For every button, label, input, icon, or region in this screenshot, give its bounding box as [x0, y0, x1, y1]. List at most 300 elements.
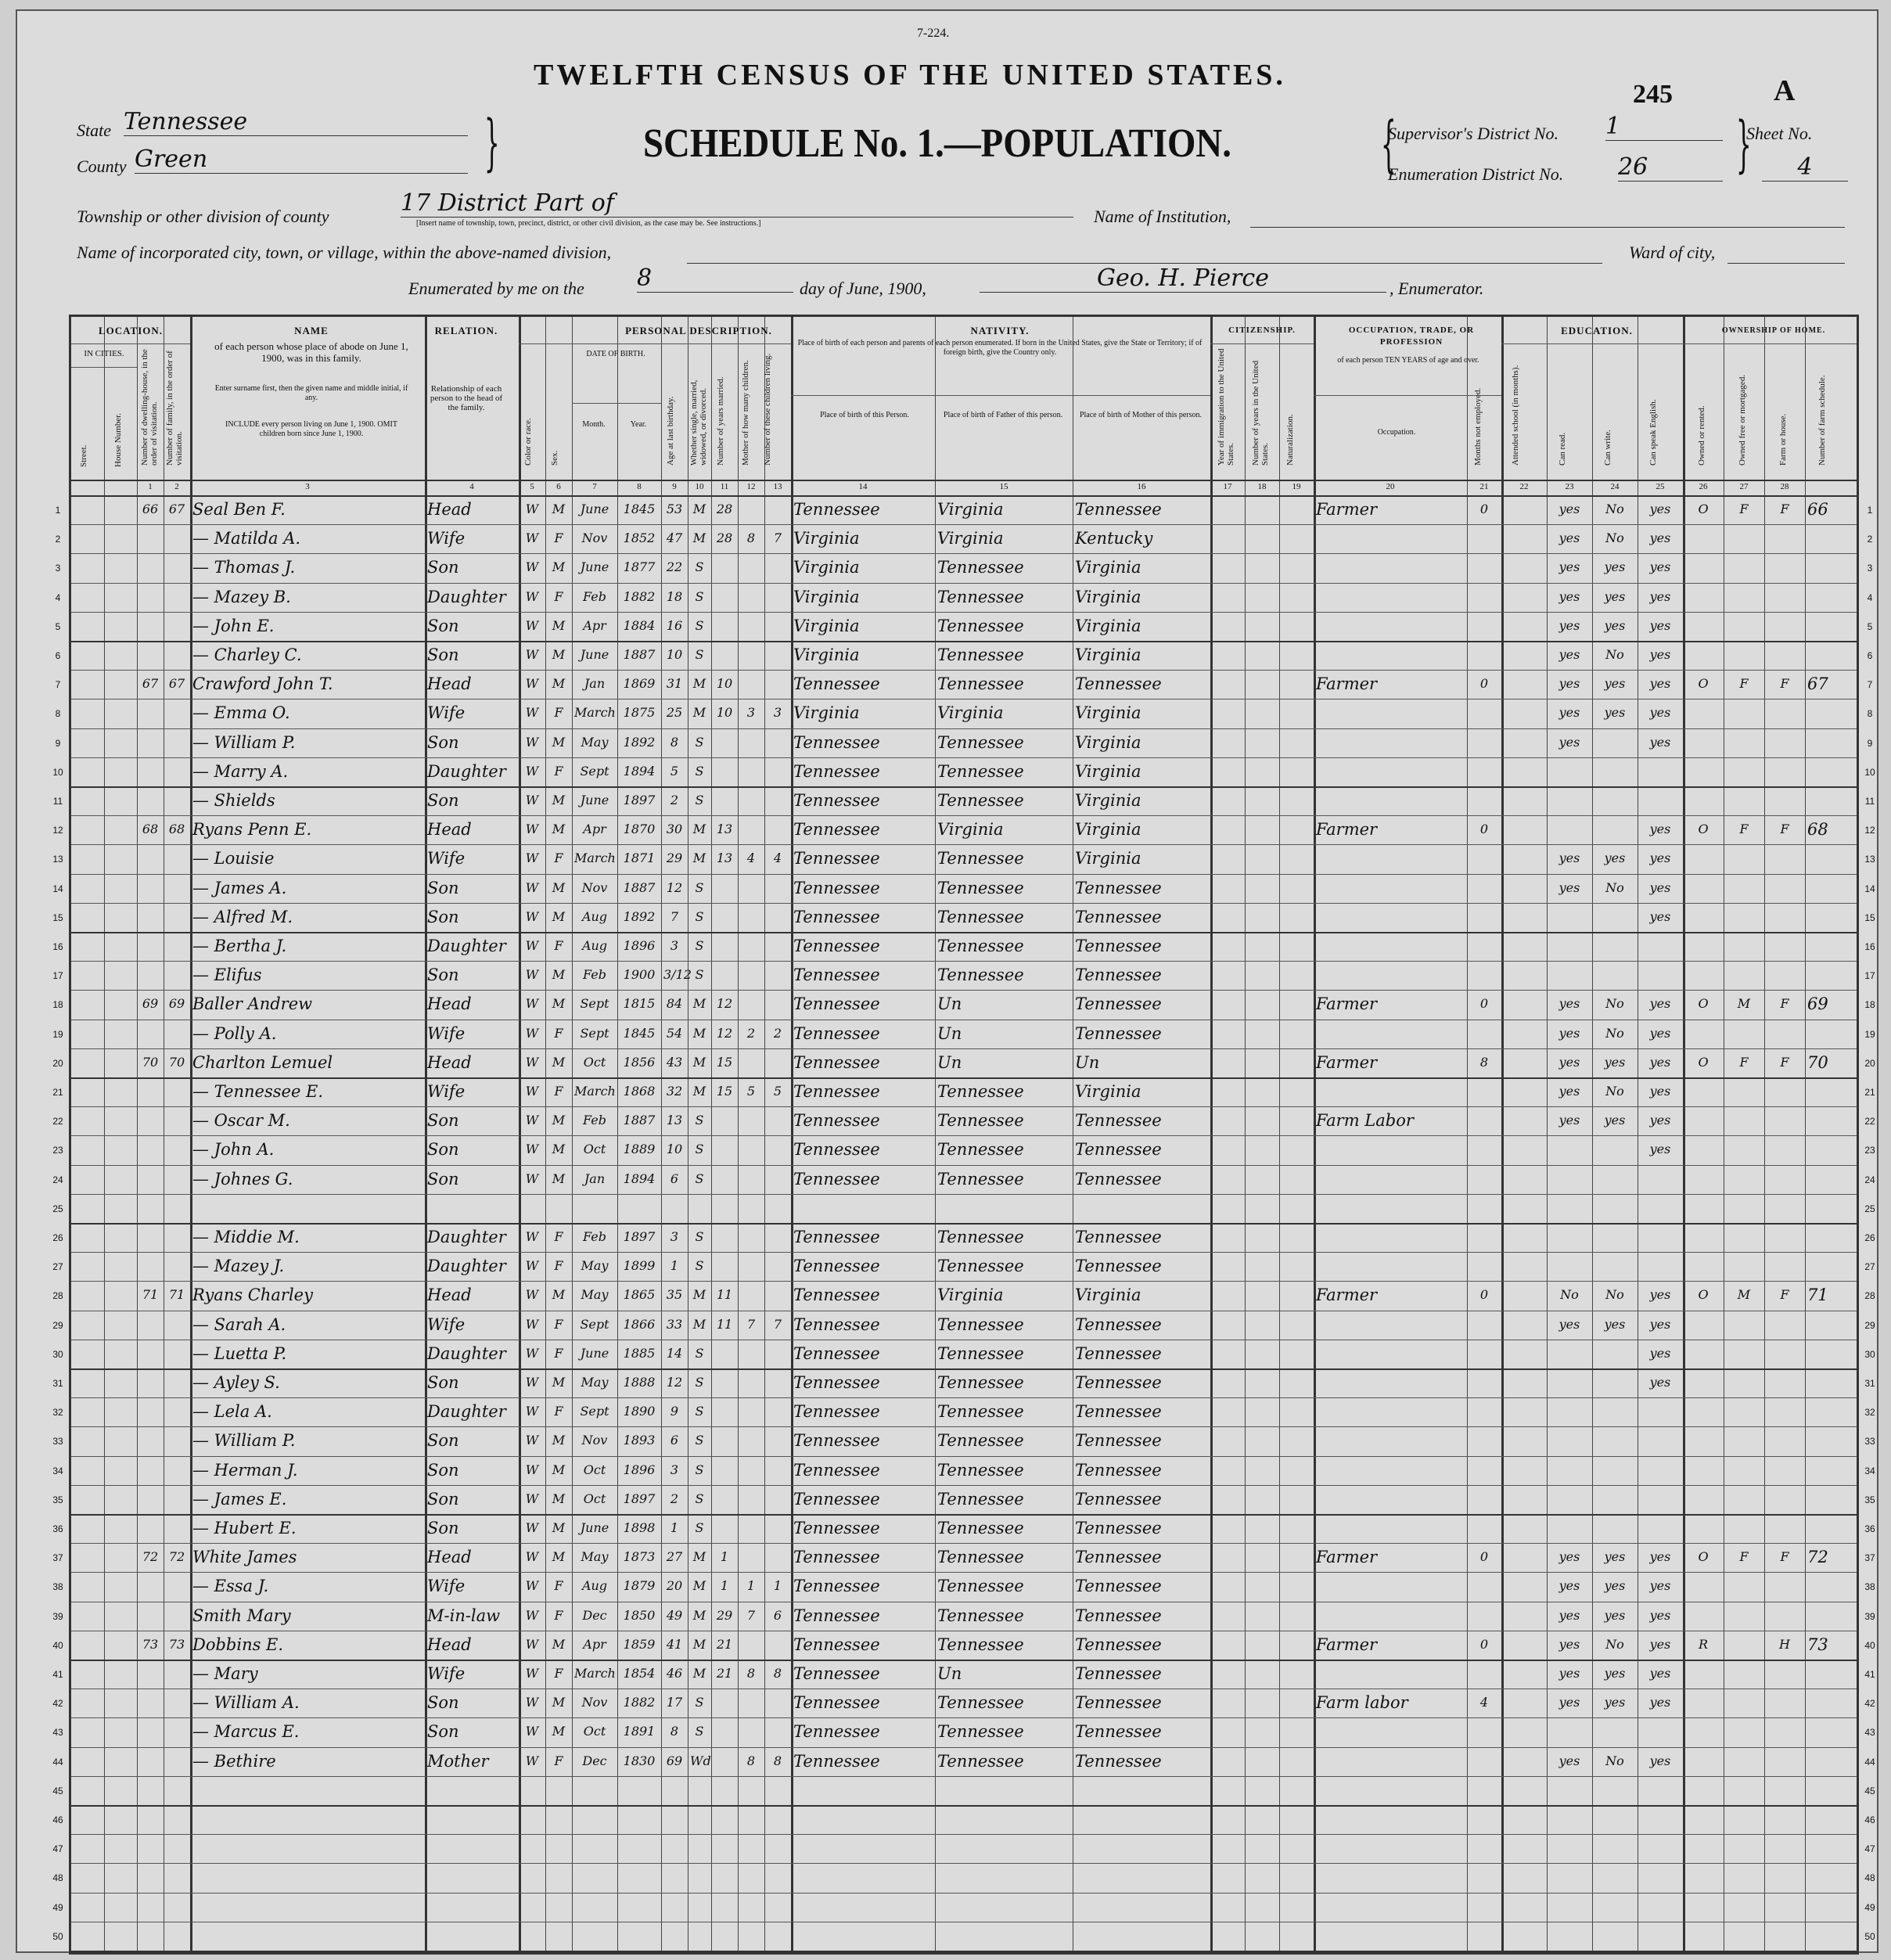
cell-sex: F	[554, 1229, 563, 1244]
cell-mother: Tennessee	[1075, 1722, 1162, 1742]
state-value: Tennessee	[124, 108, 468, 136]
cell-ch: 7	[773, 530, 782, 546]
cell-eng: yes	[1649, 1142, 1671, 1157]
cell-write: No	[1605, 1287, 1624, 1303]
cell-month: May	[581, 1549, 609, 1565]
cell-year: 1896	[623, 1462, 656, 1477]
subheader-divider	[572, 403, 661, 404]
cell-year: 1897	[623, 1229, 656, 1244]
column-divider	[935, 317, 936, 1952]
cell-mo: 7	[746, 1316, 756, 1332]
cell-read: yes	[1558, 647, 1580, 662]
cell-name: — Emma O.	[192, 703, 290, 723]
cell-sched: 69	[1807, 994, 1828, 1014]
cell-month: Feb	[583, 1113, 606, 1128]
column-number: 14	[858, 482, 868, 491]
cell-mother: Tennessee	[1075, 1460, 1162, 1480]
cell-mar: S	[695, 1375, 704, 1390]
enumeration-label: Enumeration District No.	[1388, 164, 1564, 184]
cell-rel: Son	[427, 907, 459, 926]
page-letter: A	[1774, 74, 1796, 107]
owned-rented-head: Owned or rented.	[1697, 405, 1706, 466]
cell-write: yes	[1604, 851, 1626, 866]
cell-rel: Son	[427, 1111, 459, 1131]
cell-eng: yes	[1649, 908, 1671, 924]
cell-occ: Farmer	[1316, 500, 1378, 519]
cell-mar: S	[695, 734, 704, 750]
city-value	[687, 247, 1602, 264]
cell-ch: 8	[773, 1753, 782, 1768]
cell-mar: S	[695, 793, 704, 807]
cell-month: June	[580, 502, 609, 516]
cell-free: M	[1737, 996, 1751, 1012]
cell-birth: Tennessee	[793, 1664, 880, 1683]
cell-month: Dec	[582, 1753, 607, 1768]
cell-name: — Bertha J.	[192, 937, 287, 955]
column-number: 18	[1257, 482, 1267, 491]
cell-free: F	[1739, 1549, 1749, 1565]
cell-age: 12	[666, 879, 683, 895]
cell-occ: Farm Labor	[1316, 1111, 1414, 1131]
line-number-right: 30	[1864, 1348, 1875, 1360]
cell-year: 1854	[623, 1666, 656, 1681]
cell-color: W	[525, 996, 539, 1012]
cell-write: yes	[1604, 1578, 1626, 1594]
cell-unemp: 0	[1479, 502, 1489, 516]
cell-mother: Tennessee	[1075, 966, 1162, 985]
cell-unemp: 0	[1479, 676, 1489, 692]
column-number: 16	[1137, 482, 1146, 491]
cell-sex: M	[552, 879, 566, 895]
cell-rel: Daughter	[427, 1402, 506, 1422]
cell-mar: M	[692, 705, 706, 721]
cell-sex: M	[552, 617, 566, 633]
cell-rel: Wife	[427, 1023, 466, 1043]
cell-sex: M	[552, 502, 566, 516]
cell-fm: 68	[168, 822, 185, 837]
row-divider	[71, 1863, 1857, 1864]
marital-head: Whether single, married, widowed, or divorced.	[689, 379, 708, 466]
cell-father: Tennessee	[937, 878, 1024, 897]
line-number-right: 47	[1864, 1843, 1875, 1855]
enumeration-value: 26	[1618, 153, 1723, 182]
column-number: 8	[637, 482, 642, 491]
cell-ym: 29	[716, 1607, 733, 1623]
cell-read: yes	[1558, 530, 1580, 546]
subheader-divider	[519, 343, 791, 344]
line-number-right: 4	[1867, 592, 1873, 603]
subheader-divider	[71, 367, 137, 368]
cell-birth: Tennessee	[793, 1722, 880, 1742]
cell-sex: M	[552, 1462, 566, 1477]
cell-birth: Tennessee	[793, 937, 880, 955]
cell-sched: 67	[1807, 674, 1828, 694]
line-number-right: 29	[1864, 1319, 1875, 1331]
cell-month: Nov	[581, 1433, 608, 1448]
cell-ch: 8	[773, 1666, 782, 1681]
cell-rel: Son	[427, 1140, 459, 1160]
cell-age: 9	[670, 1404, 679, 1419]
cell-age: 33	[666, 1316, 683, 1332]
cell-mar: S	[695, 559, 704, 575]
line-number: 25	[52, 1203, 63, 1214]
cell-month: Aug	[581, 1578, 608, 1594]
cell-birth: Tennessee	[793, 1519, 880, 1537]
cell-birth: Tennessee	[793, 791, 880, 810]
cell-mar: S	[695, 879, 704, 895]
cell-color: W	[525, 1084, 539, 1099]
line-number: 27	[52, 1261, 63, 1273]
cell-mother: Tennessee	[1075, 1519, 1162, 1537]
schedule-title: SCHEDULE No. 1.—POPULATION.	[643, 121, 1231, 166]
cell-month: Sept	[580, 1316, 609, 1332]
cell-age: 69	[666, 1753, 683, 1768]
cell-year: 1897	[623, 1491, 656, 1506]
line-number: 36	[52, 1523, 63, 1534]
cell-mo: 7	[746, 1607, 756, 1623]
line-number-right: 43	[1864, 1727, 1875, 1739]
cell-write: yes	[1604, 676, 1626, 692]
column-number: 11	[720, 482, 729, 491]
cell-mother: Virginia	[1075, 616, 1141, 635]
cell-birth: Tennessee	[793, 1257, 880, 1276]
column-number: 9	[672, 482, 677, 491]
row-divider	[71, 1805, 1857, 1807]
cell-unemp: 8	[1479, 1054, 1489, 1070]
cell-father: Tennessee	[937, 1140, 1024, 1160]
cell-ym: 21	[716, 1666, 733, 1681]
cell-read: yes	[1558, 1636, 1580, 1652]
line-number-right: 44	[1864, 1756, 1875, 1768]
cell-eng: yes	[1649, 851, 1671, 866]
cell-unemp: 0	[1479, 1287, 1489, 1303]
cell-month: Nov	[581, 879, 608, 895]
cell-mar: M	[692, 676, 706, 692]
cell-year: 1877	[623, 559, 656, 575]
cell-age: 10	[666, 1142, 683, 1157]
cell-mar: M	[692, 502, 706, 516]
cell-name: — Matilda A.	[192, 529, 301, 548]
cell-sex: M	[552, 1549, 566, 1565]
cell-age: 3/12	[663, 967, 692, 983]
cell-eng: yes	[1649, 1578, 1671, 1594]
cell-mother: Virginia	[1075, 820, 1141, 840]
cell-month: May	[581, 1258, 609, 1274]
column-divider	[137, 317, 138, 1952]
cell-color: W	[525, 851, 539, 866]
line-number: 3	[55, 563, 61, 574]
cell-occ: Farm labor	[1316, 1693, 1408, 1713]
cell-father: Tennessee	[937, 966, 1024, 985]
enumerated-label: Enumerated by me on the	[408, 279, 584, 298]
cell-year: 1899	[623, 1258, 656, 1274]
cell-read: yes	[1558, 1054, 1580, 1070]
cell-mar: S	[695, 908, 704, 924]
line-number: 35	[52, 1494, 63, 1505]
cell-color: W	[525, 793, 539, 807]
line-number-right: 32	[1864, 1407, 1875, 1419]
cell-father: Tennessee	[937, 1431, 1024, 1451]
line-number-right: 1	[1867, 505, 1873, 516]
cell-sex: M	[552, 1113, 566, 1128]
cell-age: 43	[666, 1054, 683, 1070]
date-of-birth-head: DATE OF BIRTH.	[586, 350, 645, 358]
line-number-right: 6	[1867, 650, 1873, 661]
cell-color: W	[525, 1607, 539, 1623]
month-head: Month.	[582, 420, 606, 429]
cell-rel: Wife	[427, 1314, 466, 1334]
column-divider	[1683, 317, 1685, 1952]
cell-sex: M	[552, 996, 566, 1012]
ownership-head: OWNERSHIP OF HOME.	[1721, 326, 1826, 335]
column-number: 21	[1479, 482, 1489, 491]
line-number: 1	[55, 505, 61, 516]
line-number: 13	[52, 854, 63, 865]
cell-mother: Tennessee	[1075, 1314, 1162, 1334]
cell-farm: F	[1780, 676, 1789, 692]
cell-read: yes	[1558, 1578, 1580, 1594]
cell-write: No	[1605, 879, 1624, 895]
column-number: 6	[556, 482, 561, 491]
cell-year: 1868	[623, 1084, 656, 1099]
cell-mar: S	[695, 617, 704, 633]
cell-mother: Tennessee	[1075, 1140, 1162, 1160]
cell-color: W	[525, 1753, 539, 1768]
line-number: 47	[52, 1843, 63, 1855]
line-number: 2	[55, 534, 61, 545]
education-head: EDUCATION.	[1561, 325, 1633, 336]
cell-sched: 70	[1807, 1052, 1828, 1072]
cell-color: W	[525, 879, 539, 895]
line-number: 21	[52, 1087, 63, 1098]
row-divider	[71, 1776, 1857, 1777]
cell-dw: 70	[142, 1054, 159, 1070]
cell-ch: 3	[773, 705, 782, 721]
column-number: 15	[999, 482, 1008, 491]
cell-color: W	[525, 822, 539, 837]
cell-eng: yes	[1649, 559, 1671, 575]
cell-read: yes	[1558, 996, 1580, 1012]
cell-mother: Virginia	[1075, 587, 1141, 606]
personal-head: PERSONAL DESCRIPTION.	[625, 325, 772, 336]
cell-rel: Wife	[427, 849, 466, 869]
enumerated-mid: day of June, 1900,	[800, 279, 926, 298]
enumerator-label: , Enumerator.	[1389, 279, 1484, 298]
cell-father: Virginia	[937, 500, 1004, 519]
county-value: Green	[135, 146, 468, 174]
cell-unemp: 4	[1479, 1695, 1489, 1710]
cell-rel: Son	[427, 1693, 459, 1713]
cell-month: Apr	[583, 617, 606, 633]
cell-birth: Tennessee	[793, 1052, 880, 1072]
cell-name: Charlton Lemuel	[192, 1052, 333, 1072]
cell-mar: M	[692, 822, 706, 837]
cell-name: — Oscar M.	[192, 1111, 290, 1131]
cell-rel: Son	[427, 1722, 459, 1742]
cell-color: W	[525, 1287, 539, 1303]
cell-year: 1897	[623, 793, 656, 807]
cell-rel: Head	[427, 1286, 472, 1305]
line-number: 31	[52, 1378, 63, 1389]
line-number: 5	[55, 620, 61, 632]
cell-sex: M	[552, 1724, 566, 1739]
cell-year: 1850	[623, 1607, 656, 1623]
line-number: 50	[52, 1930, 63, 1942]
cell-father: Tennessee	[937, 1635, 1024, 1654]
cell-color: W	[525, 1229, 539, 1244]
cell-mother: Tennessee	[1075, 878, 1162, 897]
cell-rel: Daughter	[427, 1228, 506, 1246]
line-number: 49	[52, 1901, 63, 1913]
cell-father: Tennessee	[937, 1257, 1024, 1276]
cell-read: yes	[1558, 705, 1580, 721]
line-number-right: 8	[1867, 708, 1873, 720]
cell-sex: M	[552, 559, 566, 575]
cell-color: W	[525, 967, 539, 983]
cell-birth: Tennessee	[793, 1460, 880, 1480]
cell-rel: Daughter	[427, 587, 506, 606]
cell-father: Tennessee	[937, 1314, 1024, 1334]
cell-age: 18	[666, 588, 683, 604]
relation-desc: Relationship of each person to the head of the family.	[430, 384, 503, 412]
cell-month: Oct	[583, 1462, 606, 1477]
cell-read: No	[1560, 1287, 1579, 1303]
cell-sex: M	[552, 1171, 566, 1186]
cell-sex: F	[554, 1345, 563, 1361]
cell-ym: 10	[716, 676, 733, 692]
line-number: 48	[52, 1872, 63, 1884]
cell-month: Nov	[581, 530, 608, 546]
cell-sex: M	[552, 967, 566, 983]
column-number: 10	[695, 482, 704, 491]
cell-month: Oct	[583, 1054, 606, 1070]
cell-year: 1873	[623, 1549, 656, 1565]
cell-sex: M	[552, 822, 566, 837]
cell-birth: Tennessee	[793, 1228, 880, 1246]
line-number-right: 11	[1864, 796, 1875, 807]
census-grid	[52, 315, 1875, 1955]
cell-dw: 68	[142, 822, 159, 837]
cell-occ: Farmer	[1316, 1635, 1378, 1654]
occupation-head: OCCUPATION, TRADE, OR PROFESSION	[1348, 325, 1475, 347]
cell-mother: Virginia	[1075, 849, 1141, 869]
cell-age: 6	[670, 1433, 679, 1448]
cell-mother: Tennessee	[1075, 1489, 1162, 1509]
years-in-us-head: Number of years in the United States.	[1251, 360, 1270, 466]
line-number-right: 12	[1864, 825, 1875, 836]
brace-left: }	[484, 108, 500, 178]
cell-occ: Farmer	[1316, 820, 1378, 840]
column-number: 23	[1565, 482, 1574, 491]
line-number: 45	[52, 1785, 63, 1796]
cell-name: Baller Andrew	[192, 994, 313, 1014]
cell-color: W	[525, 1695, 539, 1710]
cell-name: — Marry A.	[192, 761, 289, 781]
column-divider	[1279, 317, 1280, 1952]
cell-sex: F	[554, 530, 563, 546]
line-number-right: 22	[1864, 1116, 1875, 1127]
cell-year: 1845	[623, 1025, 656, 1041]
cell-sched: 73	[1807, 1635, 1828, 1654]
cell-name: Seal Ben F.	[192, 500, 286, 519]
cell-mar: S	[695, 647, 704, 662]
cell-eng: yes	[1649, 1287, 1671, 1303]
family-number-head: Number of family, in the order of visitation.	[165, 351, 184, 466]
cell-mar: M	[692, 1316, 706, 1332]
mother-of-head: Mother of how many children.	[741, 360, 750, 466]
cell-color: W	[525, 1025, 539, 1041]
cell-eng: yes	[1649, 1084, 1671, 1099]
cell-month: Sept	[580, 996, 609, 1012]
line-number-right: 26	[1864, 1232, 1875, 1243]
cell-mar: M	[692, 1636, 706, 1652]
header-divider	[71, 480, 1857, 481]
occupation-desc: of each person TEN YEARS of age and over.	[1337, 356, 1479, 365]
cell-year: 1896	[623, 938, 656, 953]
cell-father: Tennessee	[937, 1402, 1024, 1422]
line-number: 11	[52, 796, 63, 807]
cell-birth: Virginia	[793, 529, 860, 548]
cell-name: — Mazey J.	[192, 1257, 285, 1276]
cell-unemp: 0	[1479, 1549, 1489, 1565]
cell-month: June	[580, 793, 609, 807]
cell-month: June	[580, 1520, 609, 1535]
cell-name: — Alfred M.	[192, 907, 293, 926]
cell-birth: Tennessee	[793, 1082, 880, 1101]
cell-read: yes	[1558, 1607, 1580, 1623]
cell-mo: 3	[746, 705, 756, 721]
cell-read: yes	[1558, 559, 1580, 575]
column-divider	[738, 317, 739, 1952]
cell-age: 30	[666, 822, 683, 837]
cell-sex: M	[552, 1287, 566, 1303]
cell-rel: Daughter	[427, 1257, 506, 1276]
cell-month: March	[574, 1666, 616, 1681]
cell-rel: Son	[427, 1519, 459, 1537]
cell-color: W	[525, 1142, 539, 1157]
cell-age: 20	[666, 1578, 683, 1594]
cell-year: 1852	[623, 530, 656, 546]
cell-father: Tennessee	[937, 1548, 1024, 1567]
occupation-col-head: Occupation.	[1377, 428, 1416, 437]
cell-name: — Mary	[192, 1664, 258, 1683]
subheader-divider	[1501, 343, 1683, 344]
supervisor-value: 1	[1605, 113, 1723, 141]
cell-write: yes	[1604, 1666, 1626, 1681]
cell-name: Ryans Penn E.	[192, 820, 312, 840]
line-number-right: 45	[1864, 1785, 1875, 1796]
cell-name: — Essa J.	[192, 1577, 269, 1596]
cell-age: 31	[666, 676, 683, 692]
attended-school-head: Attended school (in months).	[1511, 365, 1520, 466]
cell-year: 1894	[623, 1171, 656, 1186]
line-number: 33	[52, 1436, 63, 1448]
cell-age: 35	[666, 1287, 683, 1303]
cell-age: 13	[666, 1113, 683, 1128]
cell-mar: M	[692, 530, 706, 546]
cell-name: — Louisie	[192, 849, 275, 869]
cell-sex: F	[554, 705, 563, 721]
cell-year: 1892	[623, 734, 656, 750]
cell-write: yes	[1604, 1695, 1626, 1710]
cell-birth: Tennessee	[793, 500, 880, 519]
line-number: 9	[55, 737, 61, 749]
immigration-year-head: Year of immigration to the United States.	[1217, 348, 1235, 466]
cell-mother: Tennessee	[1075, 1635, 1162, 1654]
cell-birth: Tennessee	[793, 674, 880, 694]
line-number-right: 39	[1864, 1610, 1875, 1622]
cell-birth: Virginia	[793, 616, 860, 635]
